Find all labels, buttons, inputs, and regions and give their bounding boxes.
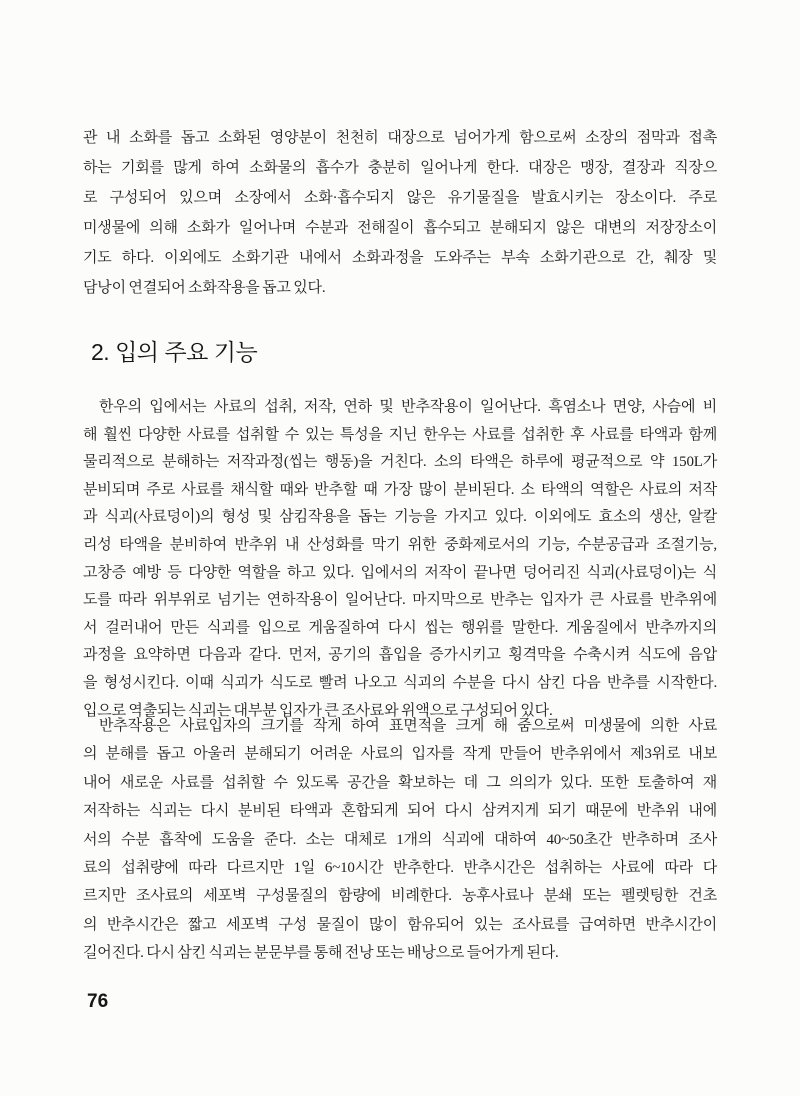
text-line: 료의 섭취량에 따라 다르지만 1일 6~10시간 반추한다. 반추시간은 섭취하는 사료에 따라 다 (83, 860, 717, 877)
paragraph-rumination (83, 712, 717, 968)
text-line: 분비되며 주로 사료를 채식할 때와 반추할 때 가장 많이 분비된다. 소 타액의 역할은 사료의 저작 (83, 481, 717, 498)
text-line: 기도 하다. 이외에도 소화기관 내에서 소화과정을 도와주는 부속 소화기관으로 간, 췌장 및 (83, 250, 717, 266)
text-line: 해 훨씬 다양한 사료를 섭취할 수 있는 특성을 지닌 한우는 사료를 섭취한 후 사료를 타액과 함께 (83, 426, 717, 443)
text-line: 입으로 역출되는 식괴는 대부분 입자가 큰 조사료와 위액으로 구성되어 있다. (83, 702, 553, 719)
text-line: 물리적으로 분해하는 저작과정(씹는 행동)을 거친다. 소의 타액은 하루에 평균적으로 약 150L가 (83, 454, 717, 471)
text-line: 서의 수분 흡착에 도움을 준다. 소는 대체로 1개의 식괴에 대하여 40~50초간 반추하며 조사 (83, 831, 717, 848)
page-number: 76 (87, 991, 109, 1012)
text-line: 한우의 입에서는 사료의 섭취, 저작, 연하 및 반추작용이 일어난다. 흑염소나 면양, 사슴에 비 (99, 399, 717, 415)
text-line: 관 내 소화를 돕고 소화된 영양분이 천천히 대장으로 넘어가게 함으로써 소장의 점막과 접촉 (83, 130, 717, 146)
text-line: 로 구성되어 있으며 소장에서 소화·흡수되지 않은 유기물질을 발효시키는 장소이다. 주로 (83, 190, 717, 206)
text-line: 리성 타액을 분비하여 반추위 내 산성화를 막기 위한 중화제로서의 기능, 수분공급과 조절기능, (83, 536, 717, 553)
text-line: 고창증 예방 등 다양한 역할을 하고 있다. 입에서의 저작이 끝나면 덩어리진 식괴(사료덩이)는 식 (83, 564, 717, 581)
section-heading: 2. 입의 주요 기능 (91, 339, 258, 365)
text-line: 의 반추시간은 짧고 세포벽 구성 물질이 많이 함유되어 있는 조사료를 급여하면 반추시간이 (83, 916, 717, 933)
text-line: 서 걸러내어 만든 식괴를 입으로 게움질하여 다시 씹는 행위를 말한다. 게움질에서 반추까지의 (83, 619, 717, 636)
text-line: 길어진다. 다시 삼킨 식괴는 분문부를 통해 전낭 또는 배낭으로 들어가게 된다. (83, 945, 559, 962)
text-line: 담낭이 연결되어 소화작용을 돕고 있다. (83, 280, 326, 296)
text-line: 과 식괴(사료덩이)의 형성 및 삼킴작용을 돕는 기능을 가지고 있다. 이외에도 효소의 생산, 알칼 (83, 509, 717, 526)
text-line: 도를 따라 위부위로 넘기는 연하작용이 일어난다. 마지막으로 반추는 입자가 큰 사료를 반추위에 (83, 592, 717, 609)
text-line: 반추작용은 사료입자의 크기를 작게 하여 표면적을 크게 해 줌으로써 미생물에 의한 사료 (99, 718, 717, 734)
text-line: 내어 새로운 사료를 섭취할 수 있도록 공간을 확보하는 데 그 의의가 있다. 또한 토출하여 재 (83, 774, 717, 791)
paragraph-digestion-continued (83, 123, 717, 303)
text-line: 르지만 조사료의 세포벽 구성물질의 함량에 비례한다. 농후사료나 분쇄 또는 펠렛팅한 건초 (83, 888, 717, 905)
text-line: 의 분해를 돕고 아울러 분해되기 어려운 사료의 입자를 작게 만들어 반추위에서 제3위로 내보 (83, 746, 717, 763)
text-line: 을 형성시킨다. 이때 식괴가 식도로 빨려 나오고 식괴의 수분을 다시 삼킨 다음 반추를 시작한다. (83, 674, 717, 691)
text-line: 미생물에 의해 소화가 일어나며 수분과 전해질이 흡수되고 분해되지 않은 대변의 저장장소이 (83, 220, 717, 236)
text-line: 저작하는 식괴는 다시 분비된 타액과 혼합되게 되어 다시 삼켜지게 되기 때문에 반추위 내에 (83, 803, 717, 820)
text-line: 과정을 요약하면 다음과 같다. 먼저, 공기의 흡입을 증가시키고 횡격막을 수축시켜 식도에 음압 (83, 647, 717, 664)
paragraph-mouth-functions (83, 394, 717, 725)
text-line: 하는 기회를 많게 하여 소화물의 흡수가 충분히 일어나게 한다. 대장은 맹장, 결장과 직장으 (83, 160, 717, 176)
